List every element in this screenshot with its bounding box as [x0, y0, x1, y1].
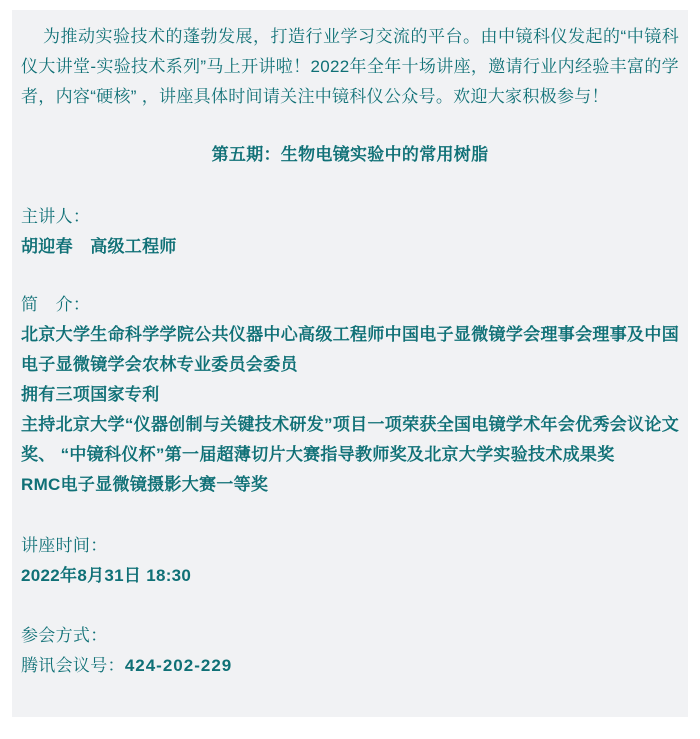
bio-line-affiliation: 北京大学生命科学学院公共仪器中心高级工程师中国电子显微镜学会理事会理事及中国电子显微镜学会农林专业委员会委员	[21, 325, 679, 374]
bio-label: 简 介：	[21, 295, 91, 314]
meeting-id-line	[21, 651, 679, 681]
lecture-time-value: 2022年8月31日 18:30	[21, 566, 192, 585]
session-title: 第五期：生物电镜实验中的常用树脂	[211, 145, 489, 164]
meeting-id-value: 424-202-229	[124, 656, 233, 675]
speaker-section	[21, 202, 679, 262]
bio-section	[21, 290, 679, 500]
join-method-section	[21, 621, 679, 681]
bio-line-rmc-award: RMC电子显微镜摄影大赛一等奖	[21, 475, 269, 494]
lecture-time-section	[21, 531, 679, 591]
join-method-label: 参会方式：	[21, 626, 108, 645]
bio-line-awards: 主持北京大学“仪器创制与关键技术研发”项目一项荣获全国电镜学术年会优秀会议论文奖、 “中镜科仪杯”第一届超薄切片大赛指导教师奖及北京大学实验技术成果奖	[21, 415, 679, 464]
lecture-time-label: 讲座时间：	[21, 536, 108, 555]
bio-line-patents: 拥有三项国家专利	[21, 385, 160, 404]
intro-paragraph: 为推动实验技术的蓬勃发展，打造行业学习交流的平台。由中镜科仪发起的“中镜科仪大讲堂-实验技术系列”马上开讲啦！2022年全年十场讲座，邀请行业内经验丰富的学者，内容“硬核” ，讲座具体时间请关注中镜科仪公众号。欢迎大家积极参与！	[21, 27, 679, 106]
meeting-platform-label: 腾讯会议号：	[21, 656, 125, 675]
speaker-name: 胡迎春 高级工程师	[21, 237, 177, 256]
speaker-label: 主讲人：	[21, 207, 91, 226]
article-body	[12, 10, 688, 717]
